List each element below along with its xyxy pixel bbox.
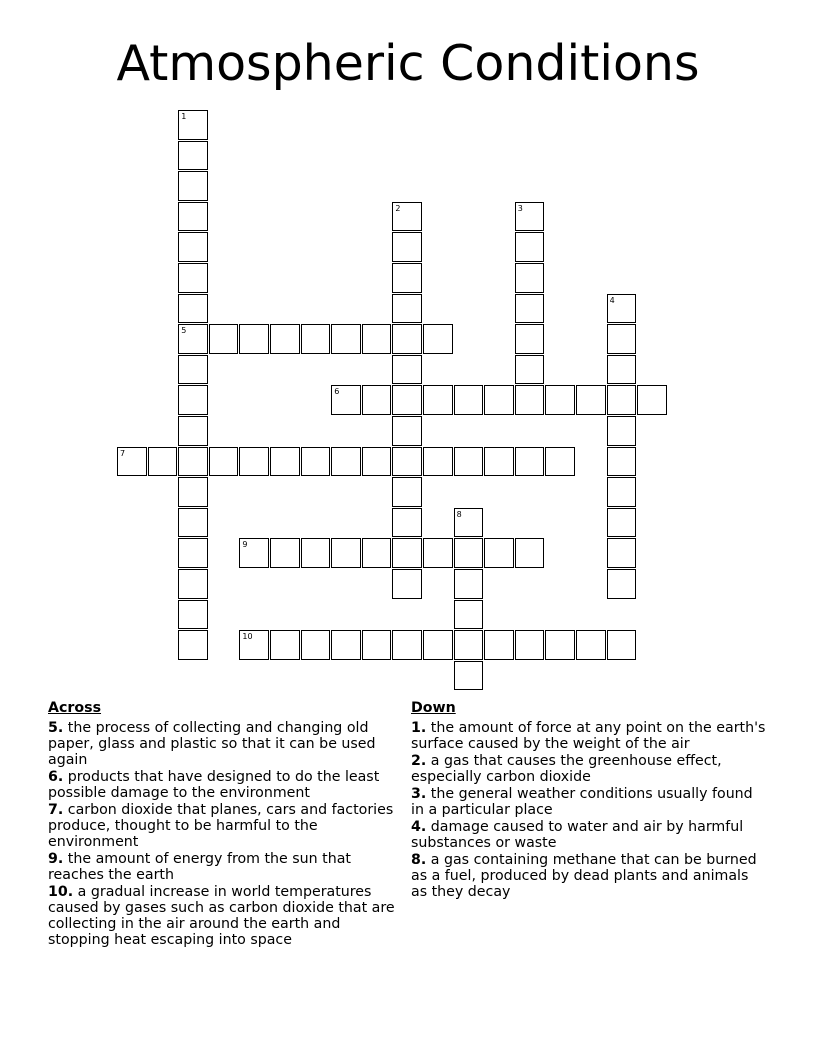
grid-cell[interactable] <box>239 538 269 568</box>
grid-cell[interactable] <box>392 202 422 232</box>
grid-cell[interactable] <box>331 385 361 415</box>
grid-cell[interactable] <box>239 447 269 477</box>
grid-cell[interactable] <box>270 447 300 477</box>
across-clue: 6. products that have designed to do the least possible damage to the environment <box>48 769 380 801</box>
grid-cell[interactable] <box>301 447 331 477</box>
grid-cell[interactable] <box>239 630 269 660</box>
grid-cell[interactable] <box>515 324 545 354</box>
grid-cell[interactable] <box>178 232 208 262</box>
clue-text: the amount of energy from the sun that reaches the earth <box>48 851 351 883</box>
grid-cell[interactable] <box>454 569 484 599</box>
clue-number: 10 <box>48 884 68 900</box>
cell-number: 3 <box>517 203 523 213</box>
cell-number: 7 <box>120 448 126 458</box>
grid-cell[interactable] <box>209 447 239 477</box>
grid-cell[interactable] <box>484 447 514 477</box>
grid-cell[interactable] <box>178 324 208 354</box>
clue-number: 8 <box>411 852 421 868</box>
clue-text: products that have designed to do the least possible damage to the environment <box>48 769 380 801</box>
clue-text: the process of collecting and changing old paper, glass and plastic so that it can be used again <box>48 720 376 768</box>
across-clue: 10. a gradual increase in world temperatures caused by gases such as carbon dioxide that are collecting in the air around the earth and stopping heat escaping into space <box>48 884 395 948</box>
grid-cell[interactable] <box>607 569 637 599</box>
grid-cell[interactable] <box>607 324 637 354</box>
grid-cell[interactable] <box>270 538 300 568</box>
clue-text: carbon dioxide that planes, cars and factories produce, thought to be harmful to the environment <box>48 802 394 850</box>
grid-cell[interactable] <box>331 447 361 477</box>
grid-cell[interactable] <box>178 263 208 293</box>
grid-cell[interactable] <box>117 447 147 477</box>
down-clue: 4. damage caused to water and air by harmful substances or waste <box>411 819 744 851</box>
clue-number: 9 <box>48 851 58 867</box>
grid-cell[interactable] <box>392 324 422 354</box>
grid-cell[interactable] <box>484 385 514 415</box>
grid-cell[interactable] <box>423 447 453 477</box>
grid-cell[interactable] <box>362 324 392 354</box>
grid-cell[interactable] <box>239 324 269 354</box>
grid-cell[interactable] <box>331 630 361 660</box>
across-clue: 5. the process of collecting and changing old paper, glass and plastic so that it can be used again <box>48 720 376 768</box>
grid-cell[interactable] <box>178 141 208 171</box>
down-heading: Down <box>411 700 456 716</box>
cell-number: 10 <box>242 632 253 642</box>
grid-cell[interactable] <box>423 324 453 354</box>
grid-cell[interactable] <box>392 355 422 385</box>
grid-cell[interactable] <box>178 110 208 140</box>
grid-cell[interactable] <box>515 630 545 660</box>
down-clue: 1. the amount of force at any point on the earth's surface caused by the weight of the air <box>411 720 766 752</box>
clue-text: the general weather conditions usually found in a particular place <box>411 786 753 818</box>
clue-text: the amount of force at any point on the earth's surface caused by the weight of the air <box>411 720 766 752</box>
grid-cell[interactable] <box>392 477 422 507</box>
clue-text: a gas containing methane that can be burned as a fuel, produced by dead plants and animals as they decay <box>411 852 757 900</box>
grid-cell[interactable] <box>454 538 484 568</box>
grid-cell[interactable] <box>607 355 637 385</box>
grid-cell[interactable] <box>515 232 545 262</box>
grid-cell[interactable] <box>392 232 422 262</box>
grid-cell[interactable] <box>515 294 545 324</box>
grid-cell[interactable] <box>607 538 637 568</box>
grid-cell[interactable] <box>454 630 484 660</box>
down-clue-list <box>411 720 766 900</box>
grid-cell[interactable] <box>178 477 208 507</box>
grid-cell[interactable] <box>423 385 453 415</box>
grid-cell[interactable] <box>515 263 545 293</box>
grid-cell[interactable] <box>607 385 637 415</box>
grid-cell[interactable] <box>392 569 422 599</box>
grid-cell[interactable] <box>607 508 637 538</box>
across-clue: 7. carbon dioxide that planes, cars and factories produce, thought to be harmful to the environment <box>48 802 394 850</box>
grid-cell[interactable] <box>331 324 361 354</box>
grid-cell[interactable] <box>362 385 392 415</box>
grid-cell[interactable] <box>515 202 545 232</box>
grid-cell[interactable] <box>515 447 545 477</box>
grid-cell[interactable] <box>270 324 300 354</box>
cell-number: 9 <box>242 540 248 550</box>
grid-cell[interactable] <box>515 355 545 385</box>
clue-number: 1 <box>411 720 421 736</box>
clue-number: 6 <box>48 769 58 785</box>
clue-number: 2 <box>411 753 421 769</box>
grid-cell[interactable] <box>362 538 392 568</box>
grid-cell[interactable] <box>392 385 422 415</box>
grid-cell[interactable] <box>545 630 575 660</box>
down-clue: 3. the general weather conditions usually found in a particular place <box>411 786 753 818</box>
grid-cell[interactable] <box>607 447 637 477</box>
grid-cell[interactable] <box>178 171 208 201</box>
grid-cell[interactable] <box>178 355 208 385</box>
clue-number: 3 <box>411 786 421 802</box>
grid-cell[interactable] <box>178 630 208 660</box>
cell-number: 6 <box>334 387 340 397</box>
cell-number: 2 <box>395 203 401 213</box>
grid-cell[interactable] <box>178 202 208 232</box>
across-heading: Across <box>48 700 102 716</box>
grid-cell[interactable] <box>178 385 208 415</box>
grid-cell[interactable] <box>178 447 208 477</box>
grid-cell[interactable] <box>362 630 392 660</box>
clue-text: damage caused to water and air by harmful substances or waste <box>411 819 744 851</box>
grid-cell[interactable] <box>545 385 575 415</box>
grid-cell[interactable] <box>637 385 667 415</box>
grid-cell[interactable] <box>301 630 331 660</box>
cell-number: 4 <box>609 295 615 305</box>
grid-cell[interactable] <box>454 661 484 691</box>
grid-cell[interactable] <box>362 447 392 477</box>
grid-cell[interactable] <box>392 508 422 538</box>
grid-cell[interactable] <box>301 324 331 354</box>
grid-cell[interactable] <box>392 294 422 324</box>
grid-cell[interactable] <box>515 385 545 415</box>
page-title: Atmospheric Conditions <box>116 35 700 92</box>
grid-cell[interactable] <box>178 569 208 599</box>
grid-cell[interactable] <box>576 385 606 415</box>
down-clues <box>411 700 766 901</box>
clue-text: a gas that causes the greenhouse effect, especially carbon dioxide <box>411 753 722 785</box>
grid-cell[interactable] <box>454 385 484 415</box>
down-clue: 2. a gas that causes the greenhouse effect, especially carbon dioxide <box>411 753 722 785</box>
down-clue: 8. a gas containing methane that can be burned as a fuel, produced by dead plants and animals as they decay <box>411 852 757 900</box>
grid-cell[interactable] <box>392 263 422 293</box>
grid-cell[interactable] <box>484 630 514 660</box>
grid-cell[interactable] <box>454 600 484 630</box>
grid-cell[interactable] <box>607 630 637 660</box>
grid-cell[interactable] <box>392 630 422 660</box>
grid-cell[interactable] <box>576 630 606 660</box>
clue-number: 4 <box>411 819 421 835</box>
cell-number: 1 <box>181 112 187 121</box>
clue-number: 5 <box>48 720 58 736</box>
grid-cell[interactable] <box>178 538 208 568</box>
across-clues <box>48 700 403 949</box>
grid-cell[interactable] <box>392 447 422 477</box>
grid-cell[interactable] <box>209 324 239 354</box>
across-clue-list <box>48 720 403 948</box>
grid-cell[interactable] <box>454 508 484 538</box>
across-clue: 9. the amount of energy from the sun that reaches the earth <box>48 851 351 883</box>
grid-cell[interactable] <box>178 416 208 446</box>
grid-cell[interactable] <box>607 416 637 446</box>
grid-cell[interactable] <box>607 477 637 507</box>
grid-cell[interactable] <box>392 416 422 446</box>
grid-cell[interactable] <box>331 538 361 568</box>
grid-cell[interactable] <box>423 538 453 568</box>
grid-cell[interactable] <box>545 447 575 477</box>
grid-cell[interactable] <box>178 508 208 538</box>
grid-cell[interactable] <box>454 447 484 477</box>
grid-cell[interactable] <box>607 294 637 324</box>
cell-number: 8 <box>456 509 462 519</box>
grid-cell[interactable] <box>392 538 422 568</box>
grid-cell[interactable] <box>178 294 208 324</box>
cell-number: 5 <box>181 326 187 336</box>
grid-cell[interactable] <box>148 447 178 477</box>
grid-cell[interactable] <box>301 538 331 568</box>
grid-cell[interactable] <box>484 538 514 568</box>
clue-number: 7 <box>48 802 58 818</box>
grid-cell[interactable] <box>178 600 208 630</box>
grid-cell[interactable] <box>515 538 545 568</box>
grid-cell[interactable] <box>270 630 300 660</box>
grid-cell[interactable] <box>423 630 453 660</box>
clue-text: a gradual increase in world temperatures caused by gases such as carbon dioxide that are collecting in the air around the earth and stopping heat escaping into space <box>48 884 395 948</box>
